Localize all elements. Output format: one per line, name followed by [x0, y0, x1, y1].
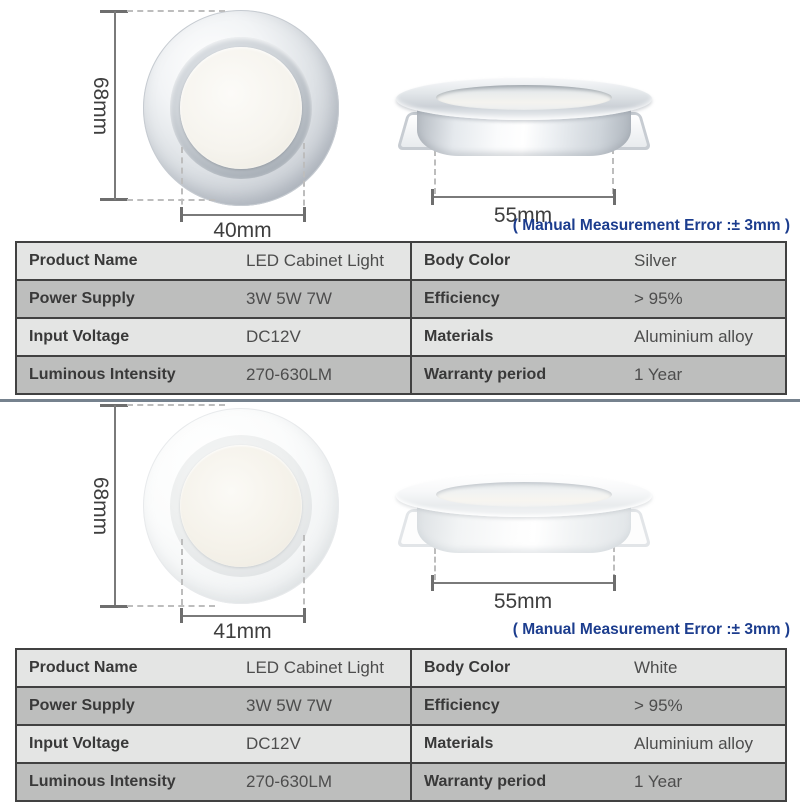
width-dimension-line	[181, 214, 304, 216]
extension-dashed-line	[612, 148, 614, 194]
dimension-cap	[613, 575, 616, 591]
spec-label: Input Voltage	[16, 725, 246, 763]
spec-label: Power Supply	[16, 687, 246, 725]
measurement-error-note: ( Manual Measurement Error :± 3mm )	[512, 621, 790, 638]
spec-label: Warranty period	[411, 356, 634, 394]
height-dimension-line	[114, 405, 116, 605]
flange-opening	[436, 482, 612, 507]
extension-dashed-line	[127, 199, 215, 201]
spec-table	[15, 241, 787, 395]
spec-label: Luminous Intensity	[16, 763, 246, 801]
spec-value: Silver	[634, 242, 786, 280]
extension-dashed-line	[434, 150, 436, 194]
spec-label: Product Name	[16, 242, 246, 280]
extension-dashed-line	[303, 143, 305, 215]
dimension-cap	[100, 605, 128, 608]
spec-value: LED Cabinet Light	[246, 649, 411, 687]
diameter-dimension-label: 55mm	[493, 590, 553, 613]
front-view-photo	[143, 408, 339, 604]
spec-value: 270-630LM	[246, 356, 411, 394]
spec-label: Luminous Intensity	[16, 356, 246, 394]
diameter-dimension-label: 55mm	[493, 204, 553, 227]
extension-dashed-line	[127, 605, 215, 607]
spec-label: Efficiency	[411, 280, 634, 318]
extension-dashed-line	[434, 548, 436, 580]
spec-label: Product Name	[16, 649, 246, 687]
spec-value: > 95%	[634, 687, 786, 725]
spec-value: Aluminium alloy	[634, 725, 786, 763]
spec-value: 3W 5W 7W	[246, 280, 411, 318]
spec-label: Power Supply	[16, 280, 246, 318]
table-row	[16, 356, 786, 394]
section-silver	[0, 0, 800, 400]
extension-dashed-line	[127, 10, 225, 12]
front-view-photo	[143, 10, 339, 206]
spec-value: DC12V	[246, 318, 411, 356]
spec-value: DC12V	[246, 725, 411, 763]
spec-value: Aluminium alloy	[634, 318, 786, 356]
table-row	[16, 763, 786, 801]
width-dimension-label: 41mm	[213, 620, 272, 643]
flange-opening	[436, 85, 612, 110]
led-lens	[180, 47, 302, 169]
spec-table	[15, 648, 787, 802]
dimension-cap	[431, 575, 434, 591]
diameter-dimension-line	[432, 196, 614, 198]
table-row	[16, 725, 786, 763]
spec-value: 3W 5W 7W	[246, 687, 411, 725]
table-row	[16, 318, 786, 356]
extension-dashed-line	[181, 147, 183, 215]
section-divider	[0, 399, 800, 402]
spec-value: LED Cabinet Light	[246, 242, 411, 280]
section-white	[0, 400, 800, 800]
spec-label: Materials	[411, 725, 634, 763]
spec-label: Body Color	[411, 242, 634, 280]
extension-dashed-line	[127, 404, 225, 406]
extension-dashed-line	[181, 539, 183, 615]
spec-value: 1 Year	[634, 763, 786, 801]
dimension-cap	[613, 189, 616, 205]
height-dimension-line	[114, 11, 116, 200]
diameter-dimension-line	[432, 582, 614, 584]
spec-value: > 95%	[634, 280, 786, 318]
spec-label: Input Voltage	[16, 318, 246, 356]
spec-value: 1 Year	[634, 356, 786, 394]
spec-label: Materials	[411, 318, 634, 356]
extension-dashed-line	[303, 535, 305, 615]
table-row	[16, 649, 786, 687]
spec-value: 270-630LM	[246, 763, 411, 801]
width-dimension-line	[181, 615, 304, 617]
dimension-cap	[431, 189, 434, 205]
height-dimension-label: 68mm	[89, 476, 112, 536]
spec-label: Warranty period	[411, 763, 634, 801]
table-row	[16, 687, 786, 725]
measurement-error-note: ( Manual Measurement Error :± 3mm )	[512, 217, 790, 234]
height-dimension-label: 68mm	[89, 76, 112, 136]
width-dimension-label: 40mm	[213, 219, 272, 242]
spec-value: White	[634, 649, 786, 687]
table-row	[16, 280, 786, 318]
spec-label: Efficiency	[411, 687, 634, 725]
table-row	[16, 242, 786, 280]
spec-label: Body Color	[411, 649, 634, 687]
led-lens	[180, 445, 302, 567]
